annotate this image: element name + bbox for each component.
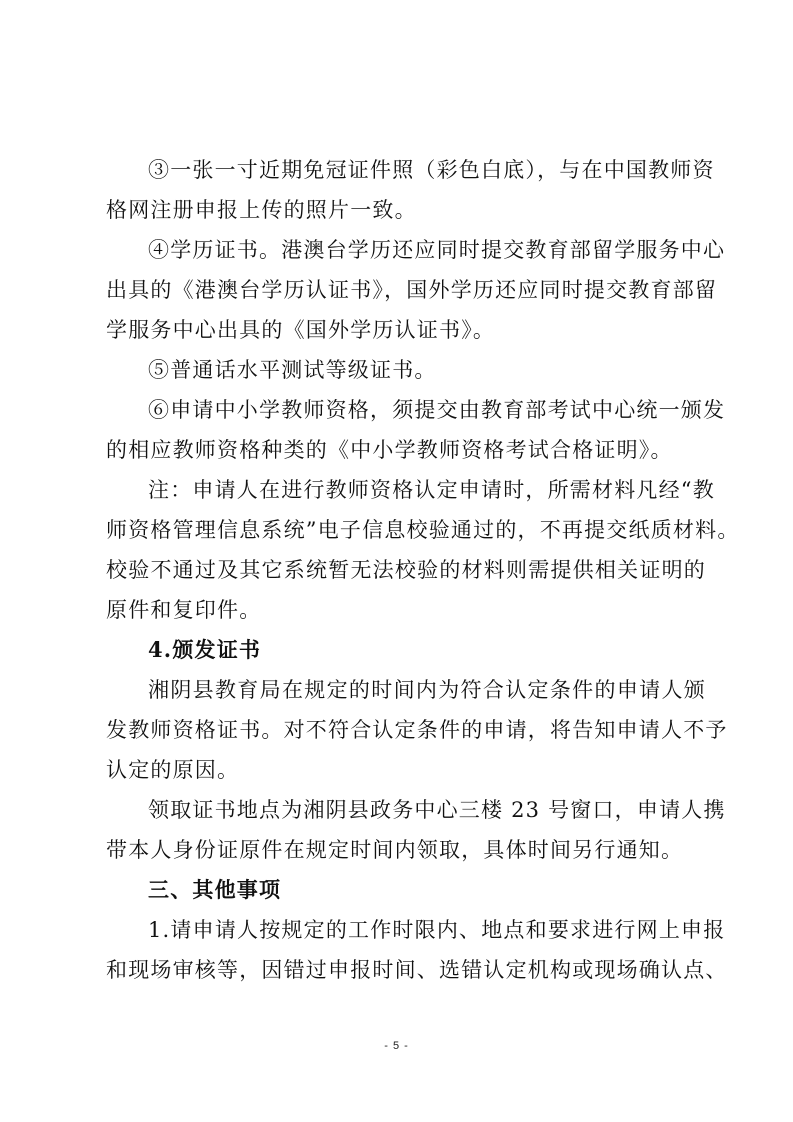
paragraph-other-line1: 1.请申请人按规定的工作时限内、地点和要求进行网上申报	[148, 918, 726, 942]
paragraph-other-line2: 和现场审核等，因错过申报时间、选错认定机构或现场确认点、	[106, 958, 728, 982]
paragraph-item6-line2: 的相应教师资格种类的《中小学教师资格考试合格证明》。	[106, 438, 673, 462]
paragraph-issue-line2: 发教师资格证书。对不符合认定条件的申请，将告知申请人不予	[106, 718, 728, 742]
paragraph-issue-line1: 湘阴县教育局在规定的时间内为符合认定条件的申请人颁	[148, 678, 706, 702]
paragraph-note-line2: 师资格管理信息系统”电子信息校验通过的，不再提交纸质材料。	[106, 518, 740, 542]
paragraph-note-line3: 校验不通过及其它系统暂无法校验的材料则需提供相关证明的	[106, 558, 706, 582]
paragraph-pickup-line2: 带本人身份证原件在规定时间内领取，具体时间另行通知。	[106, 838, 684, 862]
paragraph-item4-line2: 出具的《港澳台学历认证书》，国外学历还应同时提交教育部留	[106, 278, 718, 302]
section-heading-other-matters: 三、其他事项	[148, 877, 282, 902]
paragraph-item4-line1: ④学历证书。港澳台学历还应同时提交教育部留学服务中心	[148, 238, 726, 262]
paragraph-note-line1: 注：申请人在进行教师资格认定申请时，所需材料凡经“教	[148, 478, 715, 502]
paragraph-issue-line3: 认定的原因。	[106, 758, 240, 782]
paragraph-note-line4: 原件和复印件。	[106, 598, 262, 622]
paragraph-item6-line1: ⑥申请中小学教师资格，须提交由教育部考试中心统一颁发	[148, 398, 726, 422]
paragraph-pickup-line1: 领取证书地点为湘阴县政务中心三楼 23 号窗口，申请人携	[148, 798, 726, 822]
paragraph-item5: ⑤普通话水平测试等级证书。	[148, 358, 437, 382]
paragraph-item3-line2: 格网注册申报上传的照片一致。	[106, 198, 417, 222]
paragraph-item4-line3: 学服务中心出具的《国外学历认证书》。	[106, 318, 496, 342]
paragraph-item3-line1: ③一张一寸近期免冠证件照（彩色白底），与在中国教师资	[148, 158, 715, 182]
section-heading-issue-certificate: 4.颁发证书	[148, 637, 262, 662]
page-number: - 5 -	[384, 1040, 409, 1052]
